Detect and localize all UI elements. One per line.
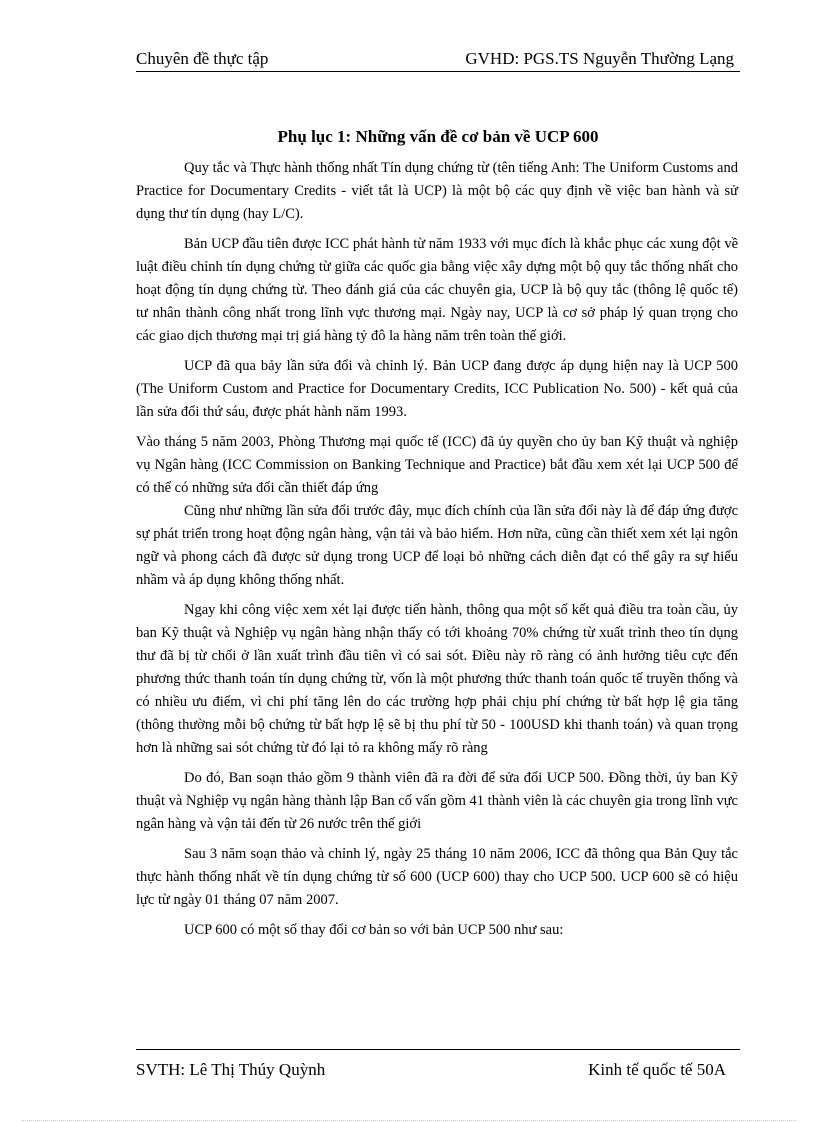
page-header [136, 49, 740, 72]
paragraph-changes-intro: UCP 600 có một số thay đổi cơ bản so với bản UCP 500 như sau: [184, 922, 564, 938]
document-body [136, 157, 738, 949]
paragraph-survey: Ngay khi công việc xem xét lại được tiến hành, thông qua một số kết quả điều tra toàn cầu, ủy ban Kỹ thuật và Nghiệp vụ ngân hàng nhận thấy có tới khoảng 70% chứng từ xuất trình theo tín dụng thư đã bị từ chối ở lần xuất trình đầu tiên vì có sai sót. Điều này rõ ràng có ảnh hưởng tiêu cực đến phương thức thanh toán tín dụng chứng từ, vốn là một phương thức thanh toán quốc tế truyền thống và có nhiều ưu điểm, vì chi phí tăng lên do các trường hợp phải chịu phí chứng từ bất hợp lệ gia tăng (thông thường mỗi bộ chứng từ bất hợp lệ sẽ bị thu phí từ 50 - 100USD khi thanh toán) và quan trọng hơn là những sai sót chứng từ đó lại tỏ ra không mấy rõ ràng [136, 602, 738, 756]
section-title: Phụ lục 1: Những vấn đề cơ bản về UCP 600 [277, 127, 599, 146]
footer-class: Kinh tế quốc tế 50A [588, 1060, 726, 1079]
footer-student: SVTH: Lê Thị Thúy Quỳnh [136, 1060, 326, 1079]
header-course-title: Chuyên đề thực tập [136, 49, 269, 68]
header-advisor: GVHD: PGS.TS Nguyễn Thường Lạng [465, 49, 734, 68]
paragraph-revisions: UCP đã qua bảy lần sửa đổi và chỉnh lý. Bản UCP đang được áp dụng hiện nay là UCP 500 (The Uniform Custom and Practice for Documentary Credits, ICC Publication No. 500) - kết quả của lần sửa đổi thứ sáu, được phát hành năm 1993. [136, 358, 738, 420]
paragraph-intro: Quy tắc và Thực hành thống nhất Tín dụng chứng từ (tên tiếng Anh: The Uniform Customs and Practice for Documentary Credits - viết tắt là UCP) là một bộ các quy định về việc ban hành và sử dụng thư tín dụng (hay L/C). [136, 160, 738, 222]
paragraph-purpose: Cũng như những lần sửa đổi trước đây, mục đích chính của lần sửa đổi này là để đáp ứng được sự phát triển trong hoạt động ngân hàng, vận tải và bảo hiểm. Hơn nữa, cũng cần thiết xem xét lại ngôn ngữ và phong cách đã được sử dụng trong UCP để loại bỏ những cách diễn đạt có thể gây ra sự hiểu nhầm và áp dụng không thống nhất. [136, 503, 738, 588]
paragraph-adoption: Sau 3 năm soạn thảo và chỉnh lý, ngày 25 tháng 10 năm 2006, ICC đã thông qua Bản Quy tắc thực hành thống nhất về tín dụng chứng từ số 600 (UCP 600) thay cho UCP 500. UCP 600 sẽ có hiệu lực từ ngày 01 tháng 07 năm 2007. [136, 846, 738, 908]
page-bottom-divider [22, 1120, 796, 1121]
paragraph-2003-review: Vào tháng 5 năm 2003, Phòng Thương mại quốc tế (ICC) đã ủy quyền cho ủy ban Kỹ thuật và nghiệp vụ Ngân hàng (ICC Commission on Banking Technique and Practice) bắt đầu xem xét lại UCP 500 để có thể có những sửa đổi cần thiết đáp ứng [136, 434, 738, 496]
paragraph-first-ucp: Bản UCP đầu tiên được ICC phát hành từ năm 1933 với mục đích là khắc phục các xung đột về luật điều chỉnh tín dụng chứng từ giữa các quốc gia bằng việc xây dựng một bộ quy tắc thống nhất cho hoạt động tín dụng chứng từ. Theo đánh giá của các chuyên gia, UCP là bộ quy tắc (thông lệ quốc tế) tư nhân thành công nhất trong lĩnh vực thương mại. Ngày nay, UCP là cơ sở pháp lý quan trọng cho các giao dịch thương mại trị giá hàng tỷ đô la hàng năm trên toàn thế giới. [136, 236, 739, 344]
paragraph-drafting-group: Do đó, Ban soạn thảo gồm 9 thành viên đã ra đời để sửa đổi UCP 500. Đồng thời, ủy ban Kỹ thuật và Nghiệp vụ ngân hàng thành lập Ban cố vấn gồm 41 thành viên là các chuyên gia trong lĩnh vực ngân hàng và vận tải đến từ 26 nước trên thế giới [136, 770, 738, 832]
page-footer [136, 1049, 740, 1079]
